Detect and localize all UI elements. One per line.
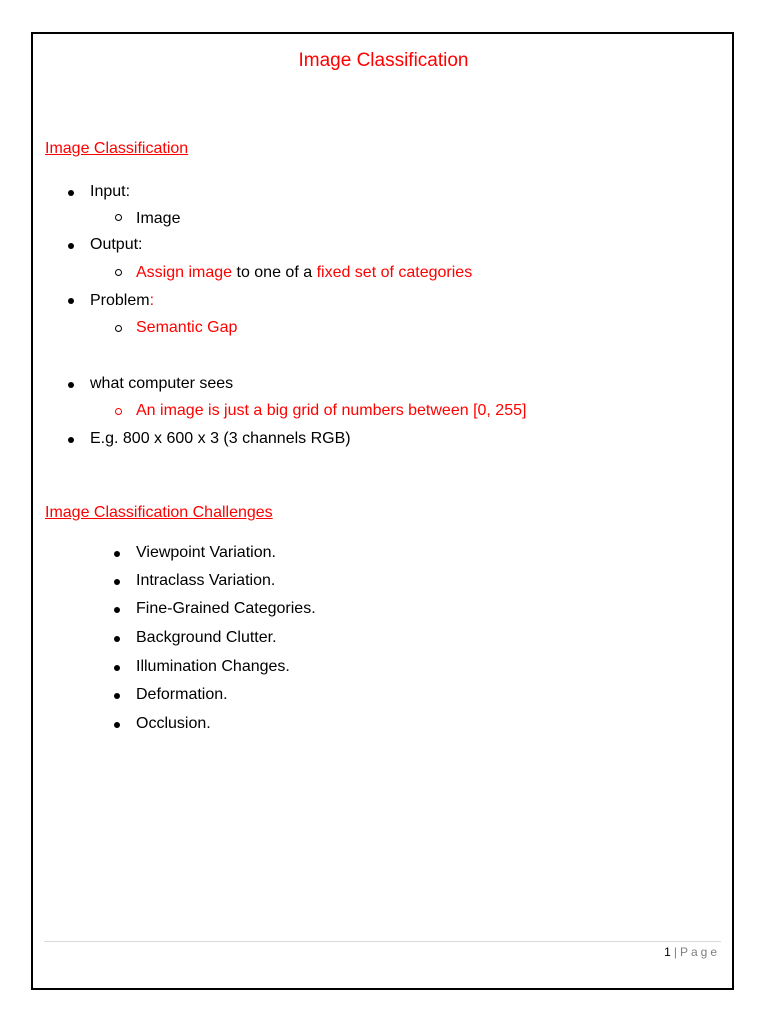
bullet-icon: [114, 579, 120, 585]
document-title: Image Classification: [298, 50, 469, 71]
to-one-of-a-text: to one of a: [232, 264, 317, 281]
bullet-icon: [68, 243, 74, 249]
list-item-what-computer-sees: what computer sees: [90, 375, 234, 392]
bullet-icon: [114, 607, 120, 613]
hollow-bullet-icon: [115, 214, 122, 221]
bullet-icon: [114, 636, 120, 642]
bullet-icon: [68, 382, 74, 388]
challenge-item: Background Clutter.: [136, 629, 277, 646]
sub-item-semantic-gap: Semantic Gap: [136, 319, 238, 336]
hollow-bullet-icon: [115, 325, 122, 332]
section-heading-image-classification: Image Classification: [45, 140, 189, 157]
challenge-item: Deformation.: [136, 686, 228, 703]
challenge-item: Viewpoint Variation.: [136, 544, 276, 561]
problem-label: Problem: [90, 292, 150, 309]
challenge-item: Fine-Grained Categories.: [136, 600, 316, 617]
bullet-icon: [68, 190, 74, 196]
bullet-icon: [68, 437, 74, 443]
assign-image-text: Assign image: [136, 264, 233, 281]
sub-item-assign-image: [136, 263, 472, 283]
section-heading-challenges: Image Classification Challenges: [45, 504, 273, 521]
fixed-set-text: fixed set of categories: [316, 264, 473, 281]
challenge-item: Illumination Changes.: [136, 658, 290, 675]
sub-item-image: Image: [136, 210, 181, 227]
page-number: 1: [664, 945, 671, 959]
list-item-output: Output:: [90, 236, 143, 253]
bullet-icon: [114, 551, 120, 557]
hollow-bullet-icon: [115, 408, 122, 415]
bullet-icon: [68, 298, 74, 304]
challenge-item: Occlusion.: [136, 715, 211, 732]
hollow-bullet-icon: [115, 269, 122, 276]
bullet-icon: [114, 665, 120, 671]
challenge-item: Intraclass Variation.: [136, 572, 276, 589]
bullet-icon: [114, 693, 120, 699]
list-item-input: Input:: [90, 183, 131, 200]
page-footer: [664, 944, 720, 960]
list-item-problem: [90, 291, 154, 311]
footer-separator: |: [673, 945, 677, 959]
list-item-example-dimensions: E.g. 800 x 600 x 3 (3 channels RGB): [90, 430, 351, 447]
footer-rule: [44, 941, 721, 942]
bullet-icon: [114, 722, 120, 728]
page-word: Page: [679, 945, 720, 959]
problem-colon: :: [149, 292, 155, 309]
sub-item-image-grid: An image is just a big grid of numbers between [0, 255]: [136, 402, 527, 419]
